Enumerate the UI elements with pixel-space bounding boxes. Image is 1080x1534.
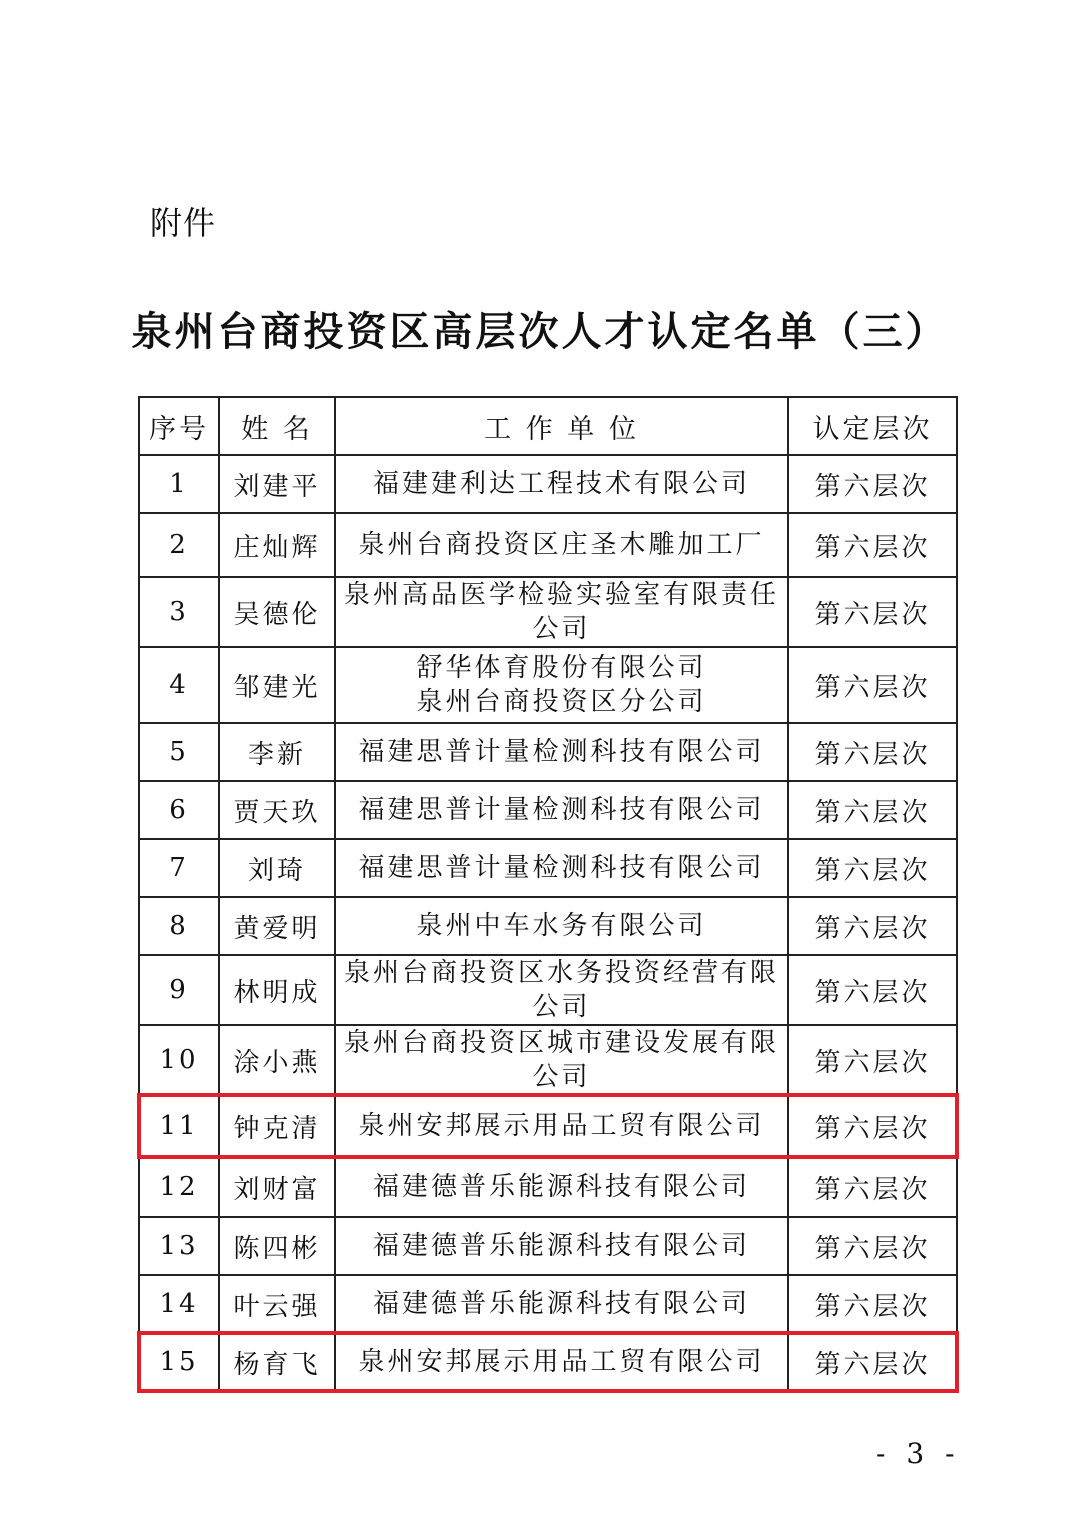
cell-work-unit: [335, 647, 788, 723]
cell-recognition-level: 第六层次: [788, 897, 957, 955]
cell-serial-number: 5: [139, 723, 219, 781]
cell-work-unit: [335, 839, 788, 897]
talent-roster-table: [138, 396, 958, 1392]
cell-name: 贾天玖: [219, 781, 335, 839]
cell-recognition-level: 第六层次: [788, 1333, 957, 1391]
cell-recognition-level: 第六层次: [788, 1025, 957, 1095]
cell-name: 杨育飞: [219, 1333, 335, 1391]
table-row-highlighted: [139, 1333, 957, 1391]
cell-recognition-level: 第六层次: [788, 1095, 957, 1157]
work-unit-line: 福建思普计量检测科技有限公司: [358, 795, 765, 825]
attachment-label: 附件: [150, 204, 217, 242]
cell-work-unit: [335, 1217, 788, 1275]
page-number: - 3 -: [876, 1437, 961, 1470]
cell-recognition-level: 第六层次: [788, 577, 957, 647]
work-unit-line: 舒华体育股份有限公司: [416, 653, 707, 683]
table-row: [139, 1025, 957, 1095]
cell-recognition-level: 第六层次: [788, 1217, 957, 1275]
cell-serial-number: 6: [139, 781, 219, 839]
cell-serial-number: 15: [139, 1333, 219, 1391]
cell-work-unit: [335, 455, 788, 513]
cell-work-unit: [335, 1095, 788, 1157]
cell-serial-number: 10: [139, 1025, 219, 1095]
work-unit-line: 泉州安邦展示用品工贸有限公司: [358, 1111, 765, 1141]
cell-recognition-level: 第六层次: [788, 1157, 957, 1217]
work-unit-line: 泉州高品医学检验实验室有限责任公司: [343, 580, 779, 644]
table-row: [139, 781, 957, 839]
work-unit-line: 福建思普计量检测科技有限公司: [358, 737, 765, 767]
work-unit-line: 福建思普计量检测科技有限公司: [358, 853, 765, 883]
cell-serial-number: 4: [139, 647, 219, 723]
work-unit-line: 福建德普乐能源科技有限公司: [372, 1289, 750, 1319]
cell-name: 陈四彬: [219, 1217, 335, 1275]
cell-recognition-level: 第六层次: [788, 513, 957, 577]
header-name: 姓 名: [219, 397, 335, 455]
cell-name: 叶云强: [219, 1275, 335, 1333]
table-row: [139, 577, 957, 647]
cell-serial-number: 12: [139, 1157, 219, 1217]
table-row: [139, 513, 957, 577]
cell-serial-number: 3: [139, 577, 219, 647]
cell-name: 刘财富: [219, 1157, 335, 1217]
cell-serial-number: 14: [139, 1275, 219, 1333]
cell-work-unit: [335, 955, 788, 1025]
cell-recognition-level: 第六层次: [788, 647, 957, 723]
cell-name: 林明成: [219, 955, 335, 1025]
cell-serial-number: 9: [139, 955, 219, 1025]
work-unit-line: 福建德普乐能源科技有限公司: [372, 1172, 750, 1202]
cell-recognition-level: 第六层次: [788, 723, 957, 781]
cell-work-unit: [335, 513, 788, 577]
table-row: [139, 897, 957, 955]
table-row: [139, 1275, 957, 1333]
cell-recognition-level: 第六层次: [788, 839, 957, 897]
table-row-highlighted: [139, 1095, 957, 1157]
cell-serial-number: 7: [139, 839, 219, 897]
cell-work-unit: [335, 1333, 788, 1391]
cell-name: 刘琦: [219, 839, 335, 897]
cell-work-unit: [335, 577, 788, 647]
cell-work-unit: [335, 723, 788, 781]
table-row: [139, 955, 957, 1025]
cell-serial-number: 11: [139, 1095, 219, 1157]
cell-serial-number: 8: [139, 897, 219, 955]
cell-name: 邹建光: [219, 647, 335, 723]
work-unit-line: 泉州中车水务有限公司: [416, 911, 707, 941]
cell-name: 吴德伦: [219, 577, 335, 647]
cell-work-unit: [335, 1025, 788, 1095]
table-row: [139, 647, 957, 723]
table-row: [139, 839, 957, 897]
cell-work-unit: [335, 781, 788, 839]
table-row: [139, 1157, 957, 1217]
work-unit-line: 泉州安邦展示用品工贸有限公司: [358, 1347, 765, 1377]
header-work-unit: 工 作 单 位: [335, 397, 788, 455]
work-unit-line: 福建建利达工程技术有限公司: [372, 469, 750, 499]
table-body: [139, 455, 957, 1391]
cell-name: 李新: [219, 723, 335, 781]
cell-recognition-level: 第六层次: [788, 955, 957, 1025]
cell-work-unit: [335, 1157, 788, 1217]
cell-serial-number: 1: [139, 455, 219, 513]
table-row: [139, 455, 957, 513]
table-row: [139, 1217, 957, 1275]
table-row: [139, 723, 957, 781]
header-recognition-level: 认定层次: [788, 397, 957, 455]
work-unit-line: 泉州台商投资区分公司: [416, 687, 707, 717]
work-unit-line: 福建德普乐能源科技有限公司: [372, 1231, 750, 1261]
work-unit-line: 泉州台商投资区城市建设发展有限公司: [343, 1028, 779, 1092]
cell-recognition-level: 第六层次: [788, 455, 957, 513]
cell-name: 涂小燕: [219, 1025, 335, 1095]
cell-work-unit: [335, 897, 788, 955]
cell-recognition-level: 第六层次: [788, 781, 957, 839]
cell-serial-number: 13: [139, 1217, 219, 1275]
document-title: 泉州台商投资区高层次人才认定名单（三）: [131, 308, 949, 355]
cell-name: 钟克清: [219, 1095, 335, 1157]
cell-serial-number: 2: [139, 513, 219, 577]
cell-recognition-level: 第六层次: [788, 1275, 957, 1333]
work-unit-line: 泉州台商投资区庄圣木雕加工厂: [358, 530, 765, 560]
table-header-row: [139, 397, 957, 455]
header-serial-number: 序号: [139, 397, 219, 455]
cell-name: 刘建平: [219, 455, 335, 513]
cell-name: 黄爱明: [219, 897, 335, 955]
work-unit-line: 泉州台商投资区水务投资经营有限公司: [343, 958, 779, 1022]
cell-work-unit: [335, 1275, 788, 1333]
cell-name: 庄灿辉: [219, 513, 335, 577]
